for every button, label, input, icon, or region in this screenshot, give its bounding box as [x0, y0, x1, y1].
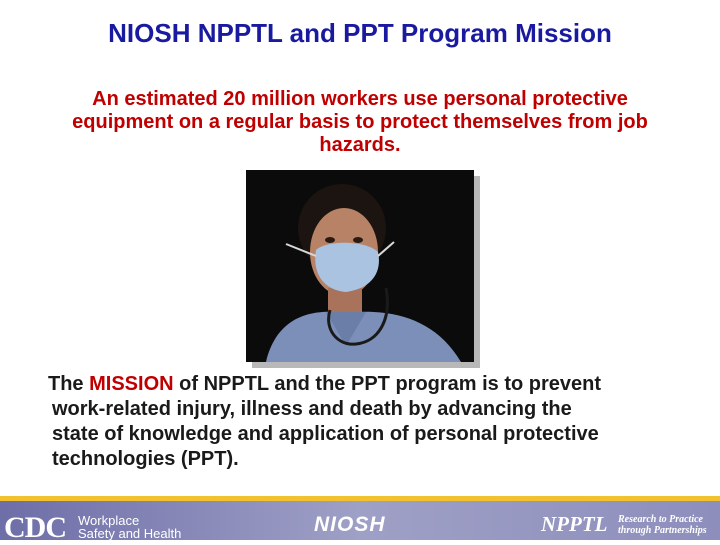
worker-illustration: [246, 170, 474, 362]
footer-banner: [0, 496, 720, 544]
mission-line-1: [48, 372, 716, 397]
workplace-logo-text: [78, 514, 181, 540]
npptl-logo: NPPTL: [541, 512, 608, 536]
slide-title: NIOSH NPPTL and PPT Program Mission: [108, 18, 612, 48]
tagline-line-1: Research to Practice: [618, 514, 703, 525]
niosh-logo: NIOSH: [314, 513, 386, 536]
slide-subtitle: An estimated 20 million workers use personal protective equipment on a regular basis to protect themselves from job hazards.: [72, 88, 648, 156]
workplace-line-2: Safety and Health: [78, 526, 182, 541]
cdc-logo: CDC: [4, 511, 66, 544]
workplace-line-1: Workplace: [78, 513, 140, 528]
npptl-tagline: [618, 514, 707, 536]
mission-line-4: technologies (PPT).: [52, 448, 239, 470]
mission-prefix: The: [48, 373, 90, 395]
mission-line-3: state of knowledge and application of personal protective: [52, 423, 599, 445]
footer-bar: [0, 501, 720, 544]
mission-line1-rest: of NPPTL and the PPT program is to prevent: [173, 373, 602, 395]
tagline-line-2: through Partnerships: [618, 525, 707, 536]
photo-frame: [246, 170, 474, 362]
mission-statement: [48, 372, 716, 472]
mission-highlight: MISSION: [89, 373, 174, 395]
worker-photo: [246, 170, 474, 362]
mission-line-2: work-related injury, illness and death by advancing the: [52, 398, 572, 420]
